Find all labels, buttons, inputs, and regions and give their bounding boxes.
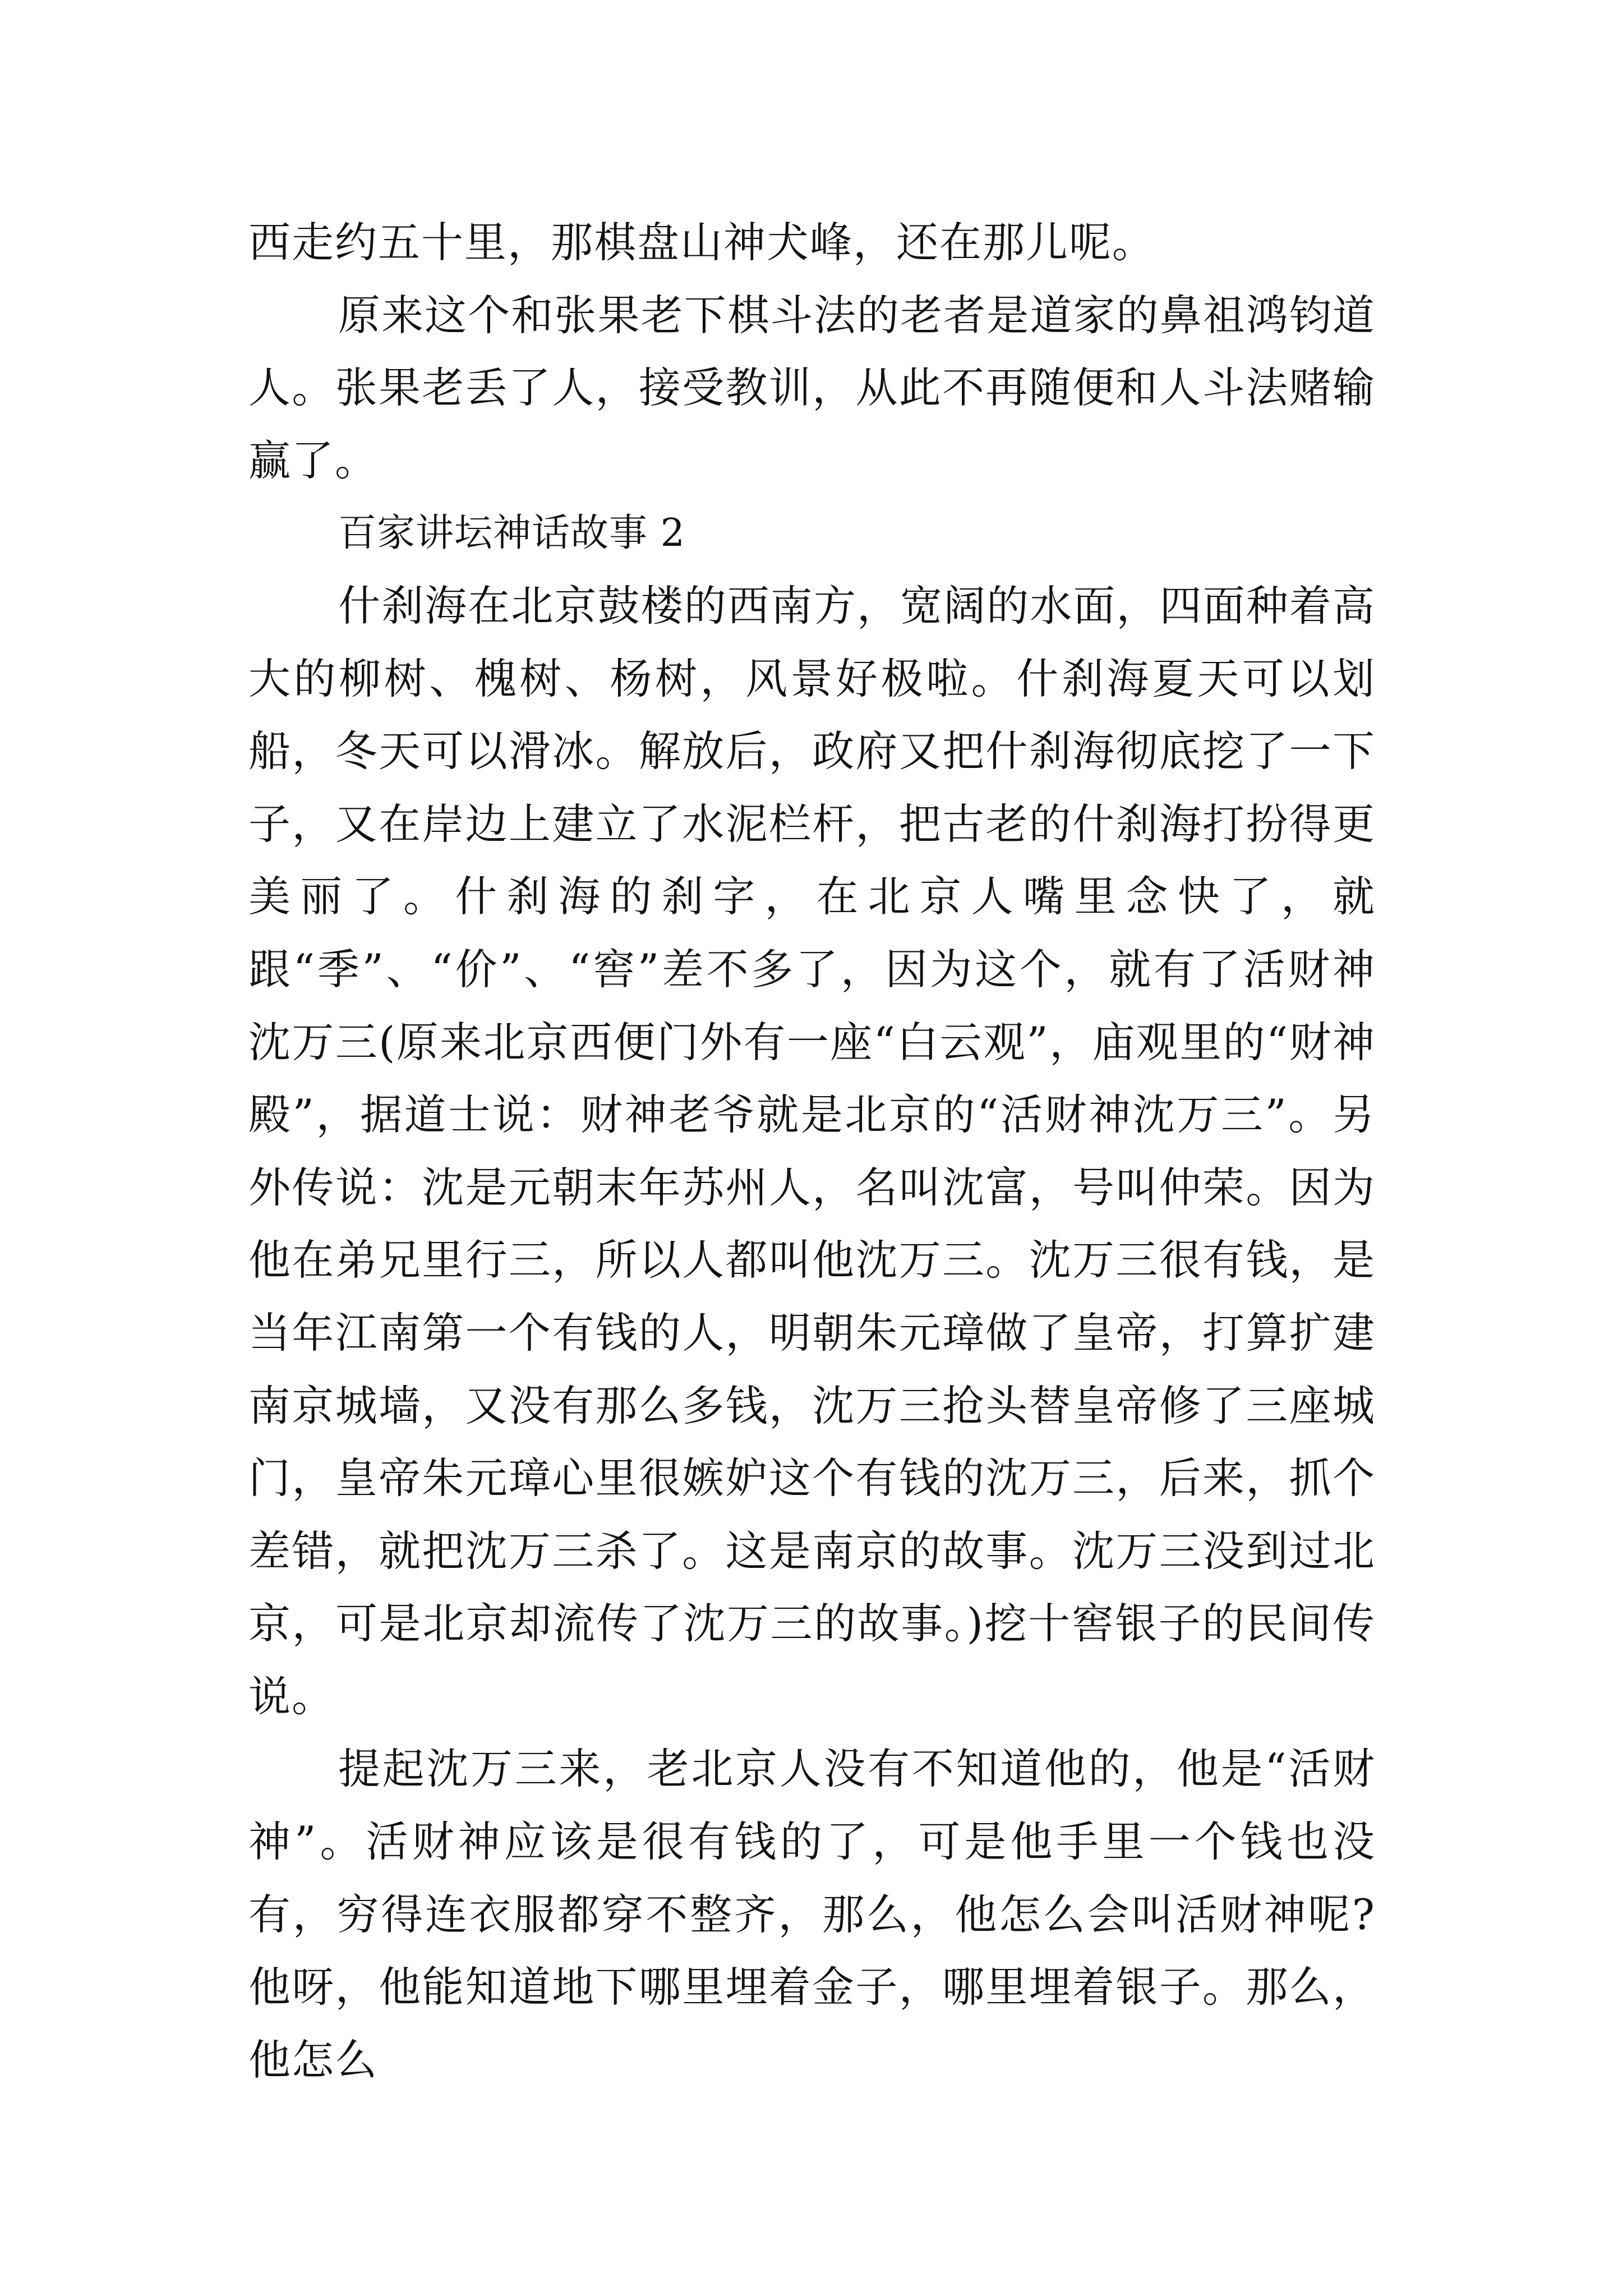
- body-text: [248, 206, 1376, 2096]
- paragraph-2: 原来这个和张果老下棋斗法的老者是道家的鼻祖鸿钧道人。张果老丢了人，接受教训，从此不再随便和人斗法赌输赢了。: [248, 290, 1376, 485]
- paragraph-3: 什刹海在北京鼓楼的西南方，宽阔的水面，四面种着高大的柳树、槐树、杨树，风景好极啦。什刹海夏天可以划船，冬天可以滑冰。解放后，政府又把什刹海彻底挖了一下子，又在岸边上建立了水泥栏杆，把古老的什刹海打扮得更美丽了。什刹海的刹字，在北京人嘴里念快了，就跟“季”、“价”、“窖”差不多了，因为这个，就有了活财神沈万三(原来北京西便门外有一座“白云观”，庙观里的“财神殿”，据道士说：财神老爷就是北京的“活财神沈万三”。另外传说：沈是元朝末年苏州人，名叫沈富，号叫仲荣。因为他在弟兄里行三，所以人都叫他沈万三。沈万三很有钱，是当年江南第一个有钱的人，明朝朱元璋做了皇帝，打算扩建南京城墙，又没有那么多钱，沈万三抢头替皇帝修了三座城门，皇帝朱元璋心里很嫉妒这个有钱的沈万三，后来，抓个差错，就把沈万三杀了。这是南京的故事。沈万三没到过北京，可是北京却流传了沈万三的故事。)挖十窖银子的民间传说。: [248, 581, 1376, 1721]
- paragraph-1: 西走约五十里，那棋盘山神犬峰，还在那儿呢。: [248, 218, 1156, 267]
- paragraph-4: 提起沈万三来，老北京人没有不知道他的，他是“活财神”。活财神应该是很有钱的了，可是他手里一个钱也没有，穷得连衣服都穿不整齐，那么，他怎么会叫活财神呢?他呀，他能知道地下哪里埋着金子，哪里埋着银子。那么，他怎么: [248, 1744, 1376, 2085]
- section-heading: 百家讲坛神话故事 2: [338, 511, 685, 556]
